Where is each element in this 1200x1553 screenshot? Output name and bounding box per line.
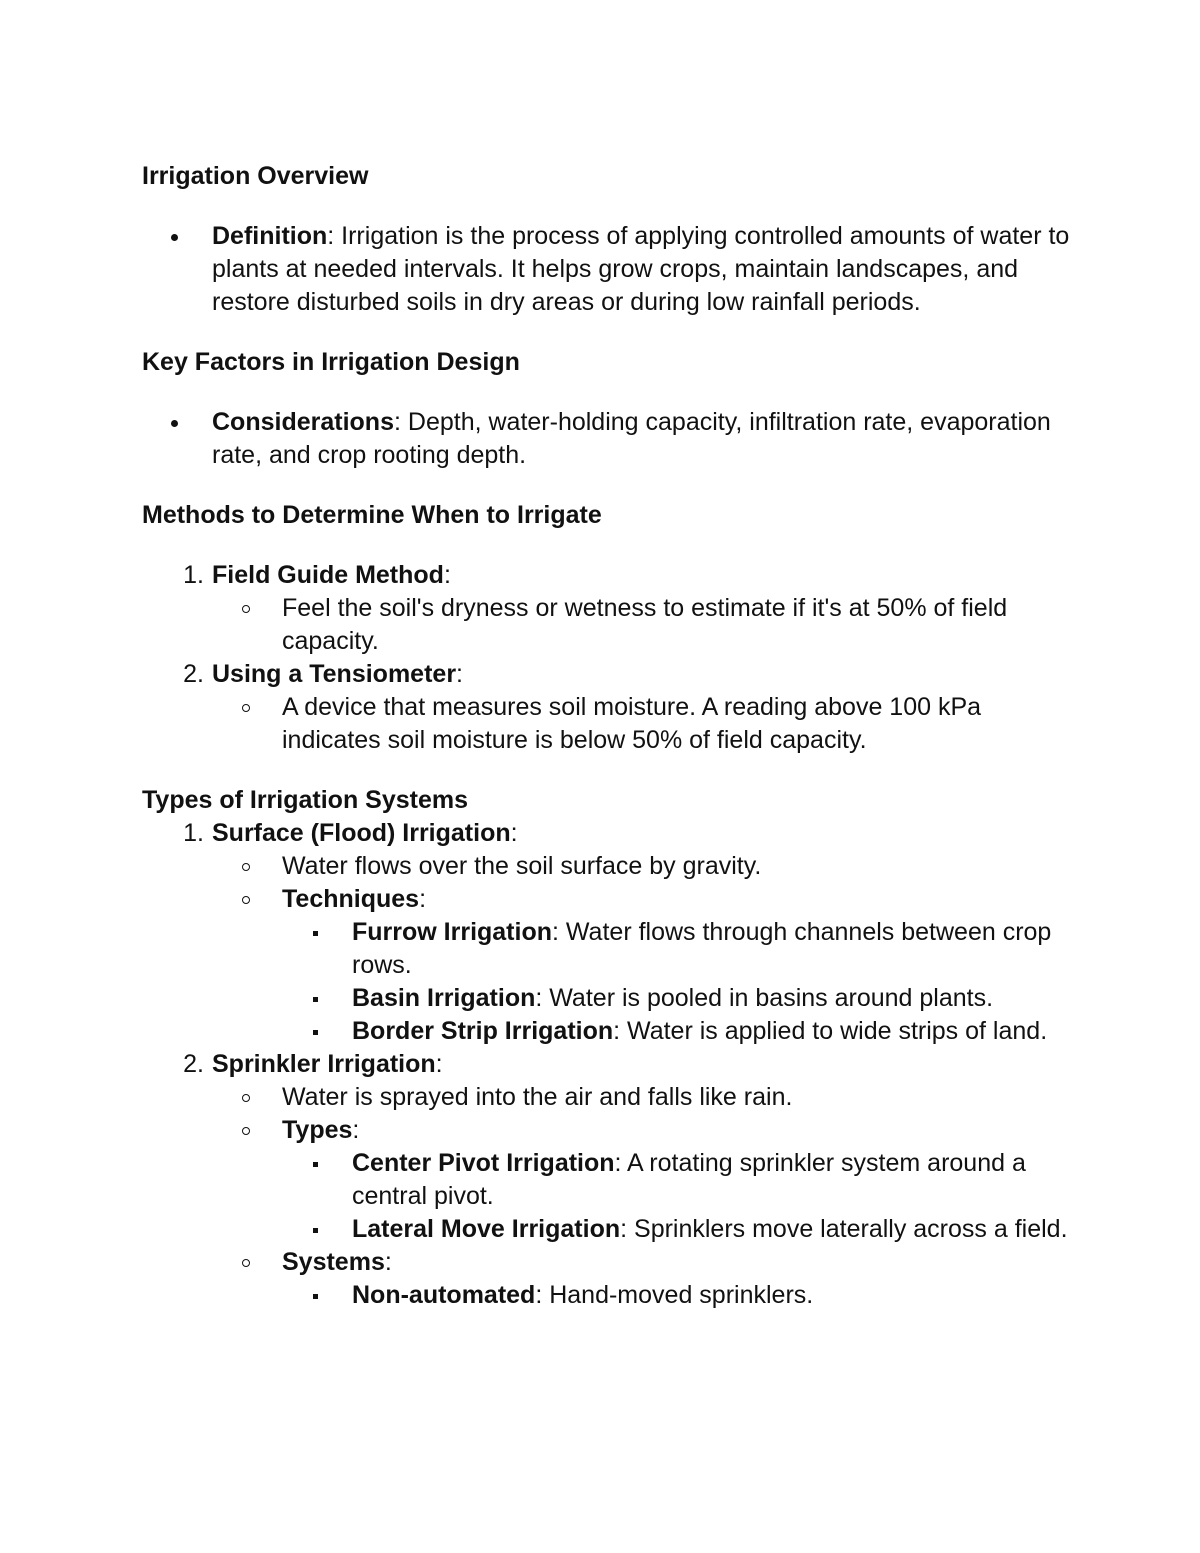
- non-automated-text: : Hand-moved sprinklers.: [535, 1281, 814, 1309]
- center-pivot-text: : A rotating sprinkler system around a central pivot.: [352, 1149, 1026, 1210]
- bullet-circle-icon: [212, 850, 274, 883]
- sub-item-tensiometer: [212, 691, 1082, 757]
- separator: :: [384, 1248, 392, 1276]
- leaf-item-lateral-move: [282, 1213, 1082, 1246]
- leaf-item-furrow: [282, 916, 1082, 982]
- field-guide-text: Feel the soil's dryness or wetness to estimate if it's at 50% of field capacity.: [282, 594, 1008, 655]
- term-border-strip: Border Strip Irrigation: [352, 1017, 614, 1045]
- term-non-automated: Non-automated: [352, 1281, 536, 1309]
- sub-item-techniques: [212, 883, 1082, 1048]
- bullet-circle-icon: [212, 1114, 274, 1147]
- sub-item-types: [212, 1114, 1082, 1246]
- list-number: 2.: [183, 660, 204, 688]
- bullet-circle-icon: [212, 691, 274, 724]
- bullet-disc-icon: [142, 220, 204, 253]
- sub-item-field-guide: [212, 592, 1082, 658]
- term-lateral-move: Lateral Move Irrigation: [352, 1215, 621, 1243]
- bullet-square-icon: [282, 1147, 344, 1180]
- term-considerations: Considerations: [212, 408, 394, 436]
- term-tensiometer: Using a Tensiometer: [212, 660, 457, 688]
- term-center-pivot: Center Pivot Irrigation: [352, 1149, 615, 1177]
- term-field-guide: Field Guide Method: [212, 561, 444, 589]
- bullet-square-icon: [282, 916, 344, 949]
- bullet-square-icon: [282, 982, 344, 1015]
- document-page: [142, 160, 1082, 1312]
- bullet-circle-icon: [212, 592, 274, 625]
- list-number: 1.: [183, 819, 204, 847]
- heading-key-factors: Key Factors in Irrigation Design: [142, 348, 520, 376]
- list-item-tensiometer: [142, 658, 1082, 757]
- sub-item-systems: [212, 1246, 1082, 1312]
- leaf-item-non-automated: [282, 1279, 1082, 1312]
- leaf-item-center-pivot: [282, 1147, 1082, 1213]
- leaf-item-border-strip: [282, 1015, 1082, 1048]
- bullet-circle-icon: [212, 1081, 274, 1114]
- separator: :: [393, 408, 401, 436]
- heading-irrigation-overview: Irrigation Overview: [142, 162, 369, 190]
- sub-item-surface-desc: [212, 850, 1082, 883]
- definition-text: Irrigation is the process of applying controlled amounts of water to plants at needed intervals. It helps grow crops, maintain landscapes, and restore disturbed soils in dry areas or during low rainfall periods.: [212, 222, 1070, 316]
- leaf-item-basin: [282, 982, 1082, 1015]
- border-strip-text: : Water is applied to wide strips of land.: [613, 1017, 1048, 1045]
- list-number: 2.: [183, 1050, 204, 1078]
- term-sprinkler: Sprinkler Irrigation: [212, 1050, 436, 1078]
- term-techniques: Techniques: [282, 885, 420, 913]
- sub-item-sprinkler-desc: [212, 1081, 1082, 1114]
- key-factors-list: [142, 406, 1082, 472]
- overview-list: [142, 220, 1082, 319]
- lateral-move-text: : Sprinklers move laterally across a field.: [620, 1215, 1068, 1243]
- separator: :: [435, 1050, 443, 1078]
- separator: :: [352, 1116, 360, 1144]
- list-item-surface: [142, 817, 1082, 1048]
- separator: :: [456, 660, 463, 688]
- types-list: [142, 817, 1082, 1312]
- term-surface: Surface (Flood) Irrigation: [212, 819, 511, 847]
- list-number: 1.: [183, 561, 204, 589]
- bullet-square-icon: [282, 1015, 344, 1048]
- term-systems: Systems: [282, 1248, 385, 1276]
- list-item-considerations: [142, 406, 1082, 472]
- furrow-text: : Water flows through channels between crop rows.: [352, 918, 1052, 979]
- term-definition: Definition: [212, 222, 328, 250]
- methods-list: [142, 559, 1082, 757]
- bullet-square-icon: [282, 1279, 344, 1312]
- term-types: Types: [282, 1116, 353, 1144]
- surface-desc-text: Water flows over the soil surface by gravity.: [282, 852, 762, 880]
- bullet-square-icon: [282, 1213, 344, 1246]
- bullet-circle-icon: [212, 1246, 274, 1279]
- list-item-sprinkler: [142, 1048, 1082, 1312]
- heading-types: Types of Irrigation Systems: [142, 786, 469, 814]
- considerations-text: Depth, water-holding capacity, infiltration rate, evaporation rate, and crop rooting depth.: [212, 408, 1051, 469]
- separator: :: [510, 819, 518, 847]
- sprinkler-desc-text: Water is sprayed into the air and falls like rain.: [282, 1083, 793, 1111]
- bullet-disc-icon: [142, 406, 204, 439]
- heading-methods: Methods to Determine When to Irrigate: [142, 501, 602, 529]
- separator: :: [419, 885, 427, 913]
- separator: :: [327, 222, 335, 250]
- term-basin: Basin Irrigation: [352, 984, 536, 1012]
- list-item-definition: [142, 220, 1082, 319]
- basin-text: : Water is pooled in basins around plants.: [535, 984, 994, 1012]
- bullet-circle-icon: [212, 883, 274, 916]
- tensiometer-text: A device that measures soil moisture. A reading above 100 kPa indicates soil moisture is below 50% of field capacity.: [282, 693, 982, 754]
- separator: :: [443, 561, 451, 589]
- term-furrow: Furrow Irrigation: [352, 918, 552, 946]
- list-item-field-guide: [142, 559, 1082, 658]
